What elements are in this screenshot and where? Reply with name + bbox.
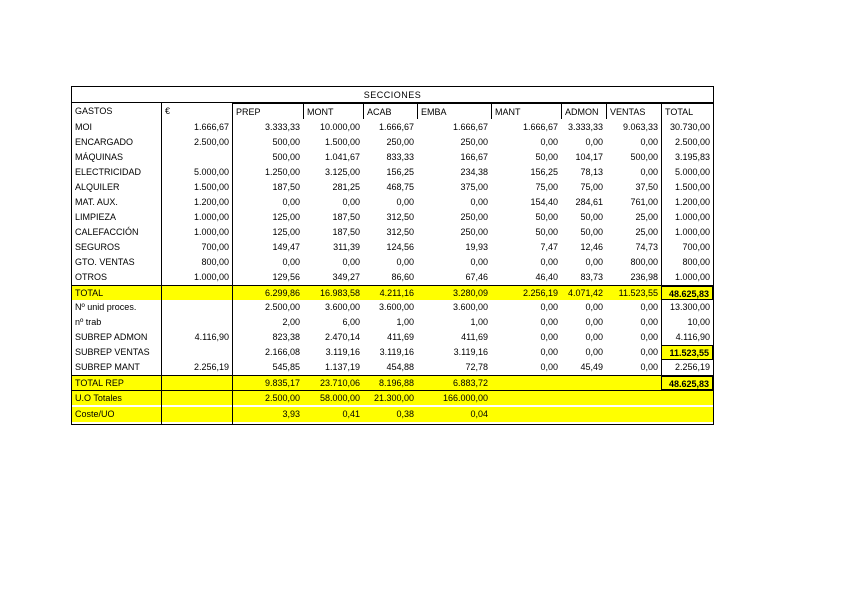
cell-prep: 187,50 <box>272 182 300 192</box>
table-row <box>72 240 713 255</box>
cell-ventas: 500,00 <box>630 152 658 162</box>
cell-mant: 0,00 <box>540 317 558 327</box>
cell-acab: 833,33 <box>386 152 414 162</box>
cell-ventas: 0,00 <box>640 332 658 342</box>
cell-admon: 0,00 <box>585 257 603 267</box>
cell-acab: 0,00 <box>396 257 414 267</box>
cell-total: 800,00 <box>682 257 710 267</box>
cell-total: 10,00 <box>687 317 710 327</box>
cell-ventas: 11.523,55 <box>618 288 658 298</box>
cell-total: 1.000,00 <box>674 212 710 222</box>
cell-total: 4.116,90 <box>675 332 710 342</box>
cell-acab: 312,50 <box>386 227 414 237</box>
cell-prep: 2.500,00 <box>232 391 303 405</box>
cell-mont: 187,50 <box>332 212 360 222</box>
cell-mant <box>491 376 561 390</box>
cell-euro <box>161 391 232 405</box>
cell-mant: 0,00 <box>540 347 558 357</box>
cell-ventas: 37,50 <box>635 182 658 192</box>
cell-euro: 2.256,19 <box>193 362 229 372</box>
grid-line <box>161 103 162 424</box>
cell-ventas: 9.063,33 <box>622 122 658 132</box>
grid-line <box>661 103 662 383</box>
cell-prep: 9.835,17 <box>264 378 300 388</box>
cell-total: 48.625,83 <box>661 376 713 390</box>
cell-total: 2.256,19 <box>674 362 710 372</box>
table-row <box>72 330 713 345</box>
cell-emba: 0,00 <box>470 257 488 267</box>
cell-euro <box>161 376 232 390</box>
row-label: nº trab <box>75 317 102 327</box>
cell-mont: 187,50 <box>332 227 360 237</box>
cell-acab: 4.211,16 <box>379 288 414 298</box>
cell-ventas: 800,00 <box>630 257 658 267</box>
cell-mont: 3.125,00 <box>324 167 360 177</box>
cell-total <box>661 391 713 405</box>
cell-mont: 2.470,14 <box>324 332 360 342</box>
cell-acab: 3.119,16 <box>379 347 414 357</box>
cell-euro <box>161 286 232 300</box>
cell-prep: 2.500,00 <box>264 302 300 312</box>
cell-mant: 0,00 <box>540 257 558 267</box>
cell-emba: 0,00 <box>470 197 488 207</box>
cell-mont: 281,25 <box>332 182 360 192</box>
table-row <box>72 180 713 195</box>
cell-acab: 86,60 <box>391 272 414 282</box>
cell-total: 5.000,00 <box>674 167 710 177</box>
cell-prep: 0,00 <box>282 257 300 267</box>
row-label: GTO. VENTAS <box>75 257 135 267</box>
table-row <box>72 300 713 315</box>
cell-admon: 50,00 <box>580 212 603 222</box>
cell-mant <box>491 391 561 405</box>
cell-mant: 46,40 <box>535 272 558 282</box>
cell-acab: 1.666,67 <box>378 122 414 132</box>
cell-ventas: 25,00 <box>635 212 658 222</box>
cell-acab: 312,50 <box>386 212 414 222</box>
table-row <box>72 345 713 360</box>
cell-emba: 1,00 <box>470 317 488 327</box>
cell-admon: 45,49 <box>580 362 603 372</box>
row-label: ELECTRICIDAD <box>75 167 142 177</box>
cell-prep: 149,47 <box>272 242 300 252</box>
cell-emba: 250,00 <box>460 227 488 237</box>
header-mant: MANT <box>491 103 561 119</box>
cell-emba: 166,67 <box>460 152 488 162</box>
cell-mant: 75,00 <box>535 182 558 192</box>
cell-ventas: 0,00 <box>640 347 658 357</box>
cell-admon: 0,00 <box>585 302 603 312</box>
cell-prep: 545,85 <box>272 362 300 372</box>
header-emba: EMBA <box>417 103 491 119</box>
cell-euro: 700,00 <box>201 242 229 252</box>
cell-prep: 3.333,33 <box>264 122 300 132</box>
cell-mont: 16.983,58 <box>319 288 360 298</box>
cell-prep: 2,00 <box>282 317 300 327</box>
header-ventas: VENTAS <box>606 103 661 119</box>
cell-emba: 166.000,00 <box>417 391 491 405</box>
cell-mont: 349,27 <box>332 272 360 282</box>
cell-emba: 234,38 <box>460 167 488 177</box>
cell-prep: 1.250,00 <box>264 167 300 177</box>
cell-total: 11.523,55 <box>661 345 713 360</box>
cell-mont: 10.000,00 <box>319 122 360 132</box>
cell-total: 1.200,00 <box>674 197 710 207</box>
cell-acab: 250,00 <box>386 137 414 147</box>
cell-admon: 0,00 <box>585 332 603 342</box>
cell-acab: 1,00 <box>396 317 414 327</box>
table-row <box>72 210 713 225</box>
cell-admon: 75,00 <box>580 182 603 192</box>
table-row <box>72 390 713 405</box>
cell-ventas <box>606 391 661 405</box>
cell-admon: 104,17 <box>575 152 603 162</box>
cell-euro: 4.116,90 <box>194 332 229 342</box>
cell-total: 48.625,83 <box>661 286 713 300</box>
header-prep: PREP <box>232 103 303 119</box>
cell-euro <box>161 300 232 315</box>
cell-acab: 21.300,00 <box>363 391 417 405</box>
table-row <box>72 375 713 390</box>
cell-emba: 6.883,72 <box>452 378 488 388</box>
header-admon: ADMON <box>561 103 606 119</box>
cell-mant: 0,00 <box>540 137 558 147</box>
cell-acab: 3.600,00 <box>378 302 414 312</box>
table-row <box>72 285 713 300</box>
cell-emba: 67,46 <box>465 272 488 282</box>
cell-euro: 1.500,00 <box>193 182 229 192</box>
cell-ventas: 0,00 <box>640 137 658 147</box>
cell-admon: 284,61 <box>575 197 603 207</box>
cell-mant: 0,00 <box>540 362 558 372</box>
cell-prep: 125,00 <box>272 227 300 237</box>
cell-mont: 0,00 <box>342 197 360 207</box>
cell-admon: 0,00 <box>585 317 603 327</box>
cell-total: 13.300,00 <box>669 302 710 312</box>
cell-emba: 250,00 <box>460 137 488 147</box>
cell-total: 1.000,00 <box>674 272 710 282</box>
cell-ventas: 74,73 <box>635 242 658 252</box>
row-label: OTROS <box>75 272 108 282</box>
cell-prep: 500,00 <box>272 152 300 162</box>
cost-table <box>71 86 714 425</box>
cell-ventas: 236,98 <box>630 272 658 282</box>
row-label: CALEFACCIÓN <box>75 227 139 237</box>
cell-emba: 1.666,67 <box>452 122 488 132</box>
header-mont: MONT <box>303 103 363 119</box>
cell-mant: 50,00 <box>535 212 558 222</box>
cell-acab: 454,88 <box>386 362 414 372</box>
row-label: Coste/UO <box>72 407 161 422</box>
cell-euro: 800,00 <box>201 257 229 267</box>
cell-admon: 4.071,42 <box>567 288 603 298</box>
cell-ventas: 0,00 <box>640 362 658 372</box>
cell-mont: 311,39 <box>333 242 360 252</box>
table-row <box>72 225 713 240</box>
cell-total <box>661 407 713 422</box>
cell-prep: 2.166,08 <box>264 347 300 357</box>
cell-acab: 411,69 <box>387 332 414 342</box>
cell-ventas: 0,00 <box>640 302 658 312</box>
table-row <box>72 195 713 210</box>
table-row <box>72 315 713 330</box>
cell-ventas: 761,00 <box>630 197 658 207</box>
cell-euro <box>161 345 232 360</box>
cell-emba: 411,69 <box>461 332 488 342</box>
row-label: LIMPIEZA <box>75 212 117 222</box>
cell-ventas: 0,00 <box>640 317 658 327</box>
cell-euro <box>161 407 232 422</box>
cell-ventas: 0,00 <box>640 167 658 177</box>
table-row <box>72 120 713 135</box>
cell-admon: 12,46 <box>580 242 603 252</box>
table-row <box>72 270 713 285</box>
cell-euro: 1.666,67 <box>193 122 229 132</box>
cell-mant: 0,00 <box>540 332 558 342</box>
cell-euro: 1.200,00 <box>193 197 229 207</box>
cell-emba: 0,04 <box>417 407 491 422</box>
cell-emba: 19,93 <box>465 242 488 252</box>
row-label: U.O Totales <box>72 391 161 405</box>
cell-acab: 8.196,88 <box>378 378 414 388</box>
cell-prep: 823,38 <box>272 332 300 342</box>
cell-euro: 1.000,00 <box>193 272 229 282</box>
cell-emba: 3.119,16 <box>453 347 488 357</box>
cell-mont: 1.041,67 <box>324 152 360 162</box>
cell-euro: 5.000,00 <box>193 167 229 177</box>
cell-ventas <box>606 407 661 422</box>
row-label: SUBREP VENTAS <box>75 347 150 357</box>
cell-prep: 0,00 <box>282 197 300 207</box>
table-row <box>72 150 713 165</box>
row-label: SUBREP MANT <box>75 362 140 372</box>
header-row <box>72 103 713 119</box>
header-acab: ACAB <box>363 103 417 119</box>
header-total: TOTAL <box>661 103 713 119</box>
cell-admon: 3.333,33 <box>567 122 603 132</box>
cell-mont: 1.137,19 <box>324 362 360 372</box>
table-row <box>72 255 713 270</box>
cell-emba: 72,78 <box>465 362 488 372</box>
cell-acab: 124,56 <box>386 242 414 252</box>
row-label: TOTAL <box>75 288 104 298</box>
row-label: MÁQUINAS <box>75 152 124 162</box>
cell-acab: 468,75 <box>386 182 414 192</box>
header-gastos: GASTOS <box>75 106 113 116</box>
cell-admon: 50,00 <box>580 227 603 237</box>
cell-euro <box>161 315 232 330</box>
table-row <box>72 135 713 150</box>
row-label: SUBREP ADMON <box>75 332 148 342</box>
cell-total: 1.000,00 <box>674 227 710 237</box>
row-label: ENCARGADO <box>75 137 134 147</box>
cell-mont: 1.500,00 <box>324 137 360 147</box>
cell-ventas <box>606 376 661 390</box>
cell-mant: 154,40 <box>530 197 558 207</box>
row-label: TOTAL REP <box>75 378 124 388</box>
cell-emba: 375,00 <box>460 182 488 192</box>
cell-mant: 7,47 <box>540 242 558 252</box>
cell-mant <box>491 407 561 422</box>
cell-total: 30.730,00 <box>669 122 710 132</box>
cell-mont: 3.119,16 <box>325 347 360 357</box>
cell-mont: 58.000,00 <box>303 391 363 405</box>
cell-mant: 2.256,19 <box>522 288 558 298</box>
cell-mont: 3.600,00 <box>324 302 360 312</box>
cell-total: 3.195,83 <box>674 152 710 162</box>
cell-prep: 500,00 <box>272 137 300 147</box>
table-title: SECCIONES <box>72 87 713 103</box>
cell-mant: 0,00 <box>540 302 558 312</box>
cell-mant: 50,00 <box>535 227 558 237</box>
cell-euro: 1.000,00 <box>193 227 229 237</box>
row-label: SEGUROS <box>75 242 121 252</box>
header-euro: € <box>161 103 232 119</box>
row-label: ALQUILER <box>75 182 120 192</box>
cell-admon <box>561 391 606 405</box>
cell-admon <box>561 376 606 390</box>
cell-emba: 3.600,00 <box>452 302 488 312</box>
cell-total: 700,00 <box>682 242 710 252</box>
row-label: Nº unid proces. <box>75 302 137 312</box>
cell-total: 2.500,00 <box>674 137 710 147</box>
cell-emba: 250,00 <box>460 212 488 222</box>
row-label: MAT. AUX. <box>75 197 118 207</box>
cell-admon: 0,00 <box>585 347 603 357</box>
cell-prep: 3,93 <box>232 407 303 422</box>
cell-prep: 129,56 <box>272 272 300 282</box>
cell-euro: 2.500,00 <box>193 137 229 147</box>
cell-ventas: 25,00 <box>635 227 658 237</box>
cell-mont: 0,00 <box>342 257 360 267</box>
cell-admon: 0,00 <box>585 137 603 147</box>
cell-total: 1.500,00 <box>674 182 710 192</box>
row-label: MOI <box>75 122 92 132</box>
cell-mont: 0,41 <box>303 407 363 422</box>
cell-euro: 1.000,00 <box>193 212 229 222</box>
cell-mont: 6,00 <box>342 317 360 327</box>
table-row <box>72 165 713 180</box>
cell-prep: 6.299,86 <box>264 288 300 298</box>
cell-admon: 78,13 <box>580 167 603 177</box>
cell-admon: 83,73 <box>580 272 603 282</box>
cell-acab: 156,25 <box>386 167 414 177</box>
cell-prep: 125,00 <box>272 212 300 222</box>
cell-euro <box>161 150 232 165</box>
grid-line <box>232 103 233 424</box>
cell-mont: 23.710,06 <box>319 378 360 388</box>
table-row <box>72 360 713 375</box>
cell-acab: 0,00 <box>396 197 414 207</box>
cell-mant: 156,25 <box>530 167 558 177</box>
cell-acab: 0,38 <box>363 407 417 422</box>
cell-mant: 50,00 <box>535 152 558 162</box>
table-row <box>72 407 713 422</box>
cell-admon <box>561 407 606 422</box>
cell-emba: 3.280,09 <box>452 288 488 298</box>
cell-mant: 1.666,67 <box>522 122 558 132</box>
